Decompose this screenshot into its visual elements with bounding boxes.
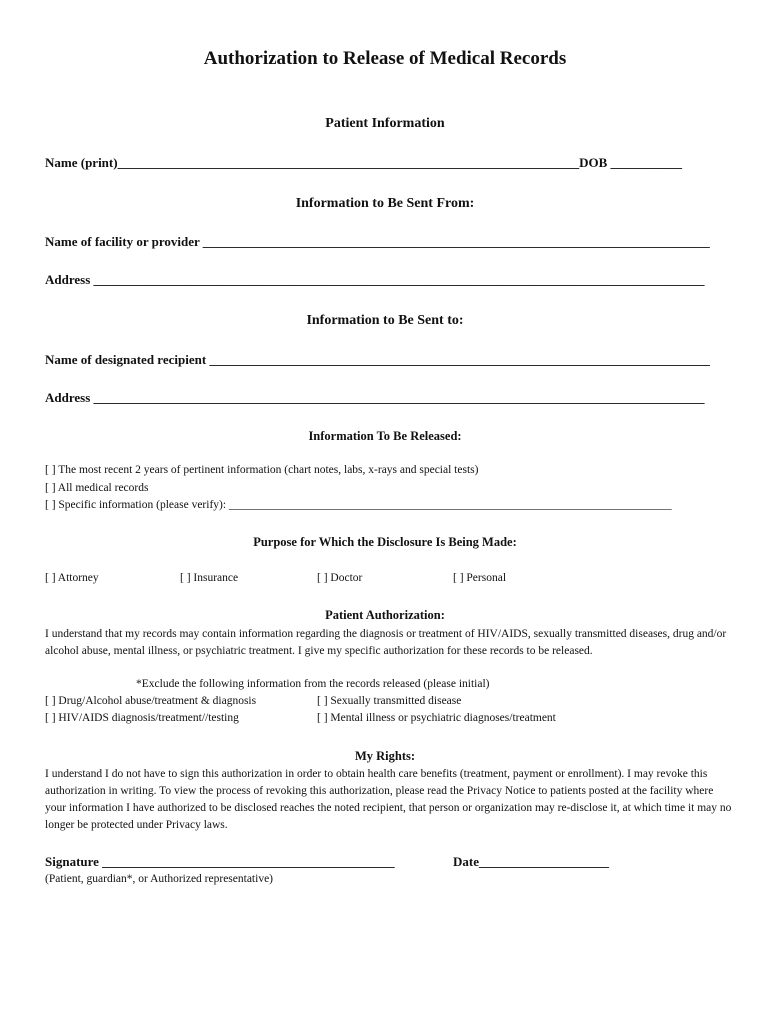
exclude-option-std[interactable]: [ ] Sexually transmitted disease <box>317 695 462 707</box>
release-option-recent-records[interactable]: [ ] The most recent 2 years of pertinent information (chart notes, labs, x-rays and special tests) <box>45 464 479 476</box>
signature-field[interactable]: Signature _____________________________________________ <box>45 854 395 869</box>
release-option-all-records[interactable]: [ ] All medical records <box>45 482 149 494</box>
purpose-heading: Purpose for Which the Disclosure Is Being Made: <box>253 535 517 549</box>
sent-to-heading: Information to Be Sent to: <box>306 313 464 328</box>
signature-note: (Patient, guardian*, or Authorized representative) <box>45 873 274 885</box>
form-title: Authorization to Release of Medical Records <box>203 48 567 69</box>
facility-provider-field[interactable]: Name of facility or provider ______________________________________________________________________________ <box>45 234 710 249</box>
to-address-field[interactable]: Address ______________________________________________________________________________________________ <box>45 390 705 405</box>
from-address-field[interactable]: Address ______________________________________________________________________________________________ <box>45 272 705 287</box>
exclude-option-drug-alcohol[interactable]: [ ] Drug/Alcohol abuse/treatment & diagnosis <box>45 695 257 707</box>
patient-name-dob-field[interactable]: Name (print)_______________________________________________________________________DOB ___________ <box>45 155 682 170</box>
patient-info-heading: Patient Information <box>325 116 445 131</box>
purpose-option-doctor[interactable]: [ ] Doctor <box>317 572 363 584</box>
purpose-option-attorney[interactable]: [ ] Attorney <box>45 572 99 584</box>
exclude-note: *Exclude the following information from the records released (please initial) <box>136 678 490 690</box>
authorization-paragraph: I understand that my records may contain information regarding the diagnosis or treatment of HIV/AIDS, sexually transmitted diseases, drug and/or alcohol abuse, mental illness, or psychiatric treatment. I give my specific authorization for these records to be released. <box>45 628 727 657</box>
sent-from-heading: Information to Be Sent From: <box>295 196 475 211</box>
release-info-heading: Information To Be Released: <box>308 429 462 443</box>
exclude-option-mental-illness[interactable]: [ ] Mental illness or psychiatric diagnoses/treatment <box>317 712 556 724</box>
rights-paragraph: I understand I do not have to sign this authorization in order to obtain health care benefits (treatment, payment or enrollment). I may revoke this authorization in writing. To view the process of revoking this authorization, please read the Privacy Notice to patients posted at the facility where your information I have authorized to be disclosed reaches the noted recipient, that person or organization may re-disclose it, at which time it may no longer be protected under Privacy laws. <box>45 768 732 831</box>
purpose-option-personal[interactable]: [ ] Personal <box>453 572 507 584</box>
exclude-option-hiv-aids[interactable]: [ ] HIV/AIDS diagnosis/treatment//testing <box>45 712 239 724</box>
designated-recipient-field[interactable]: Name of designated recipient _____________________________________________________________________________ <box>45 352 710 367</box>
date-field[interactable]: Date____________________ <box>453 854 609 869</box>
my-rights-heading: My Rights: <box>354 749 416 763</box>
release-option-specific-info[interactable]: [ ] Specific information (please verify): _____________________________________________________________________________ <box>45 499 672 511</box>
purpose-option-insurance[interactable]: [ ] Insurance <box>180 572 239 584</box>
patient-authorization-heading: Patient Authorization: <box>325 608 445 622</box>
